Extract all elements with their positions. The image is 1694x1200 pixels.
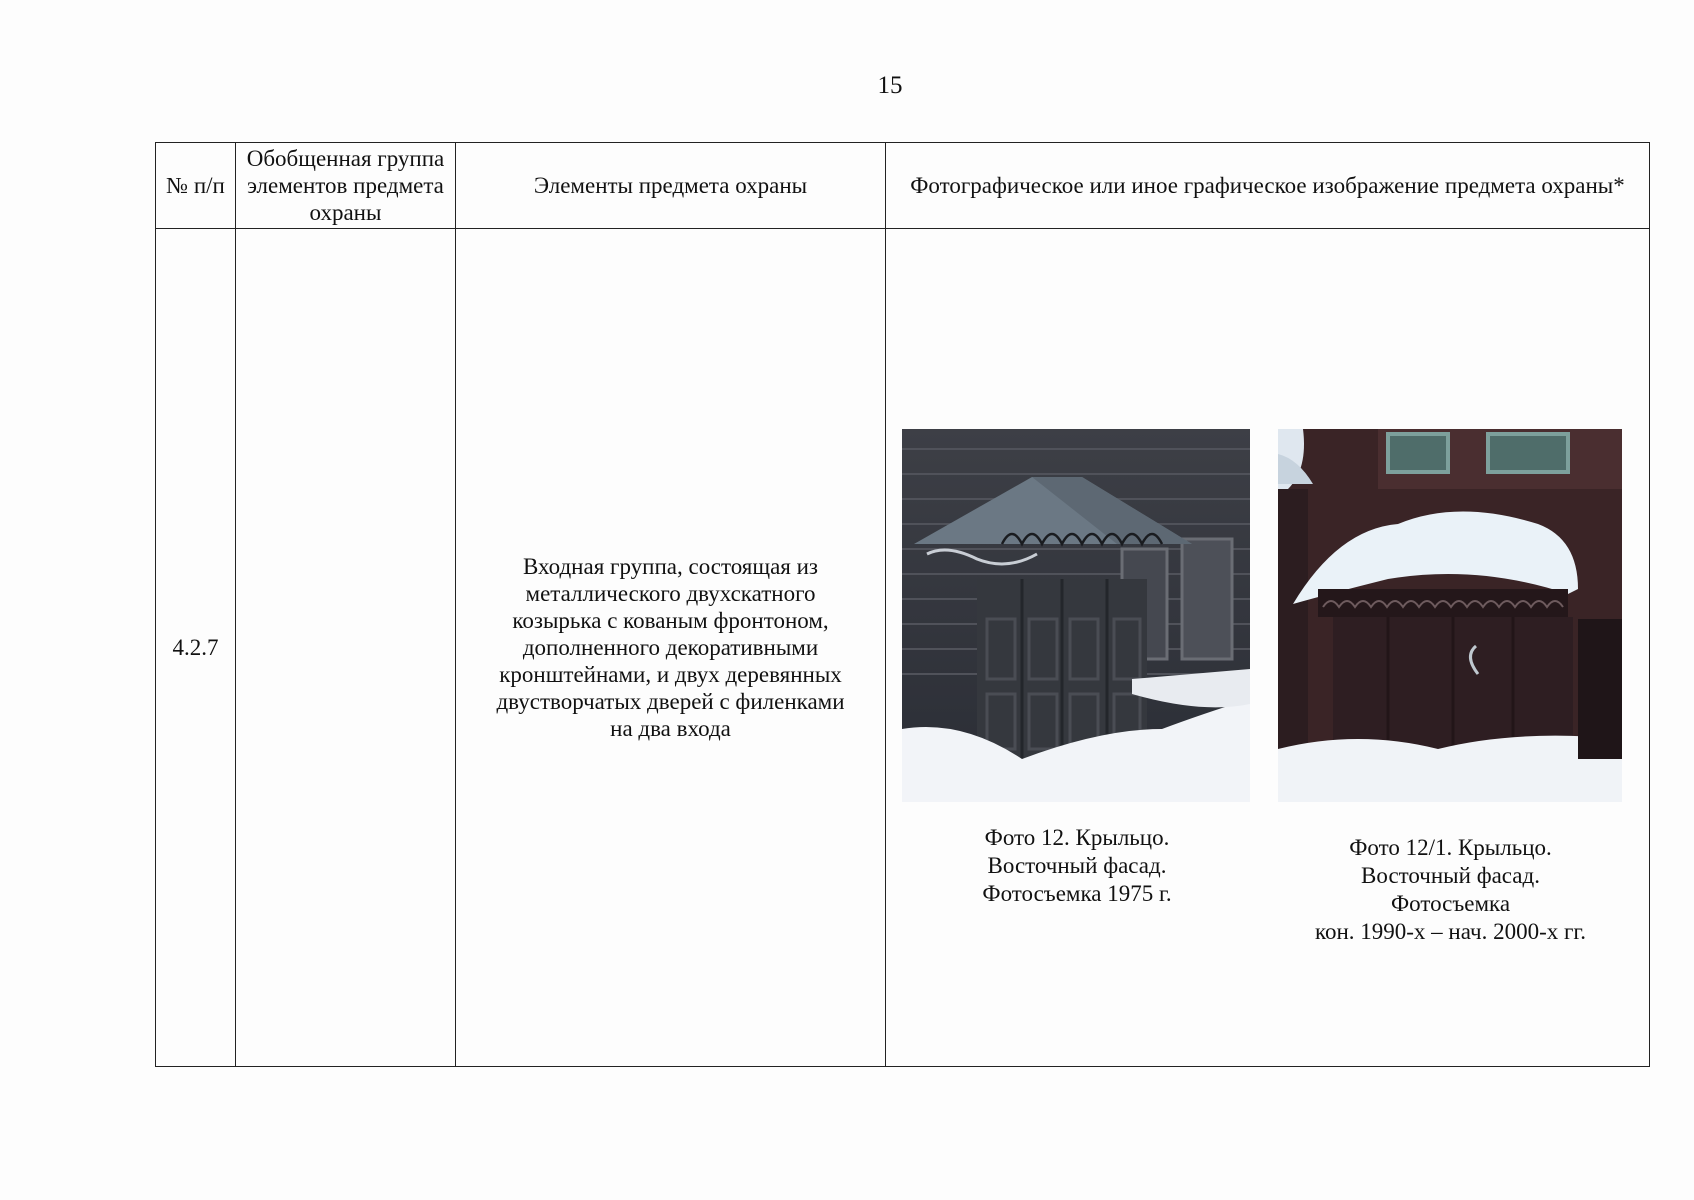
row-elements: Входная группа, состоящая из металлического двухскатного козырька с кованым фронтоном, дополненного декоративными кронштейнами, и двух деревянных двустворчатых дверей с филенками на два входа	[456, 229, 886, 1067]
photo-porch-1975	[902, 429, 1250, 802]
table-row	[156, 229, 1650, 1067]
row-number: 4.2.7	[156, 229, 236, 1067]
header-elements: Элементы предмета охраны	[456, 143, 886, 229]
table-header-row	[156, 143, 1650, 229]
page-number: 15	[877, 72, 903, 99]
header-number: № п/п	[156, 143, 236, 229]
photo-caption-12: Фото 12. Крыльцо. Восточный фасад. Фотосъемка 1975 г.	[982, 825, 1172, 906]
row-group	[236, 229, 456, 1067]
row-photos	[886, 229, 1650, 1067]
photo-block-12-1	[1278, 429, 1623, 946]
protection-subject-table	[155, 142, 1650, 1067]
photo-caption-12-1: Фото 12/1. Крыльцо. Восточный фасад. Фотосъемка кон. 1990-х – нач. 2000-х гг.	[1314, 835, 1587, 944]
photo-porch-2000s	[1278, 429, 1622, 802]
header-image: Фотографическое или иное графическое изображение предмета охраны*	[886, 143, 1650, 229]
header-group: Обобщенная группа элементов предмета охраны	[236, 143, 456, 229]
photo-block-12	[902, 429, 1252, 908]
